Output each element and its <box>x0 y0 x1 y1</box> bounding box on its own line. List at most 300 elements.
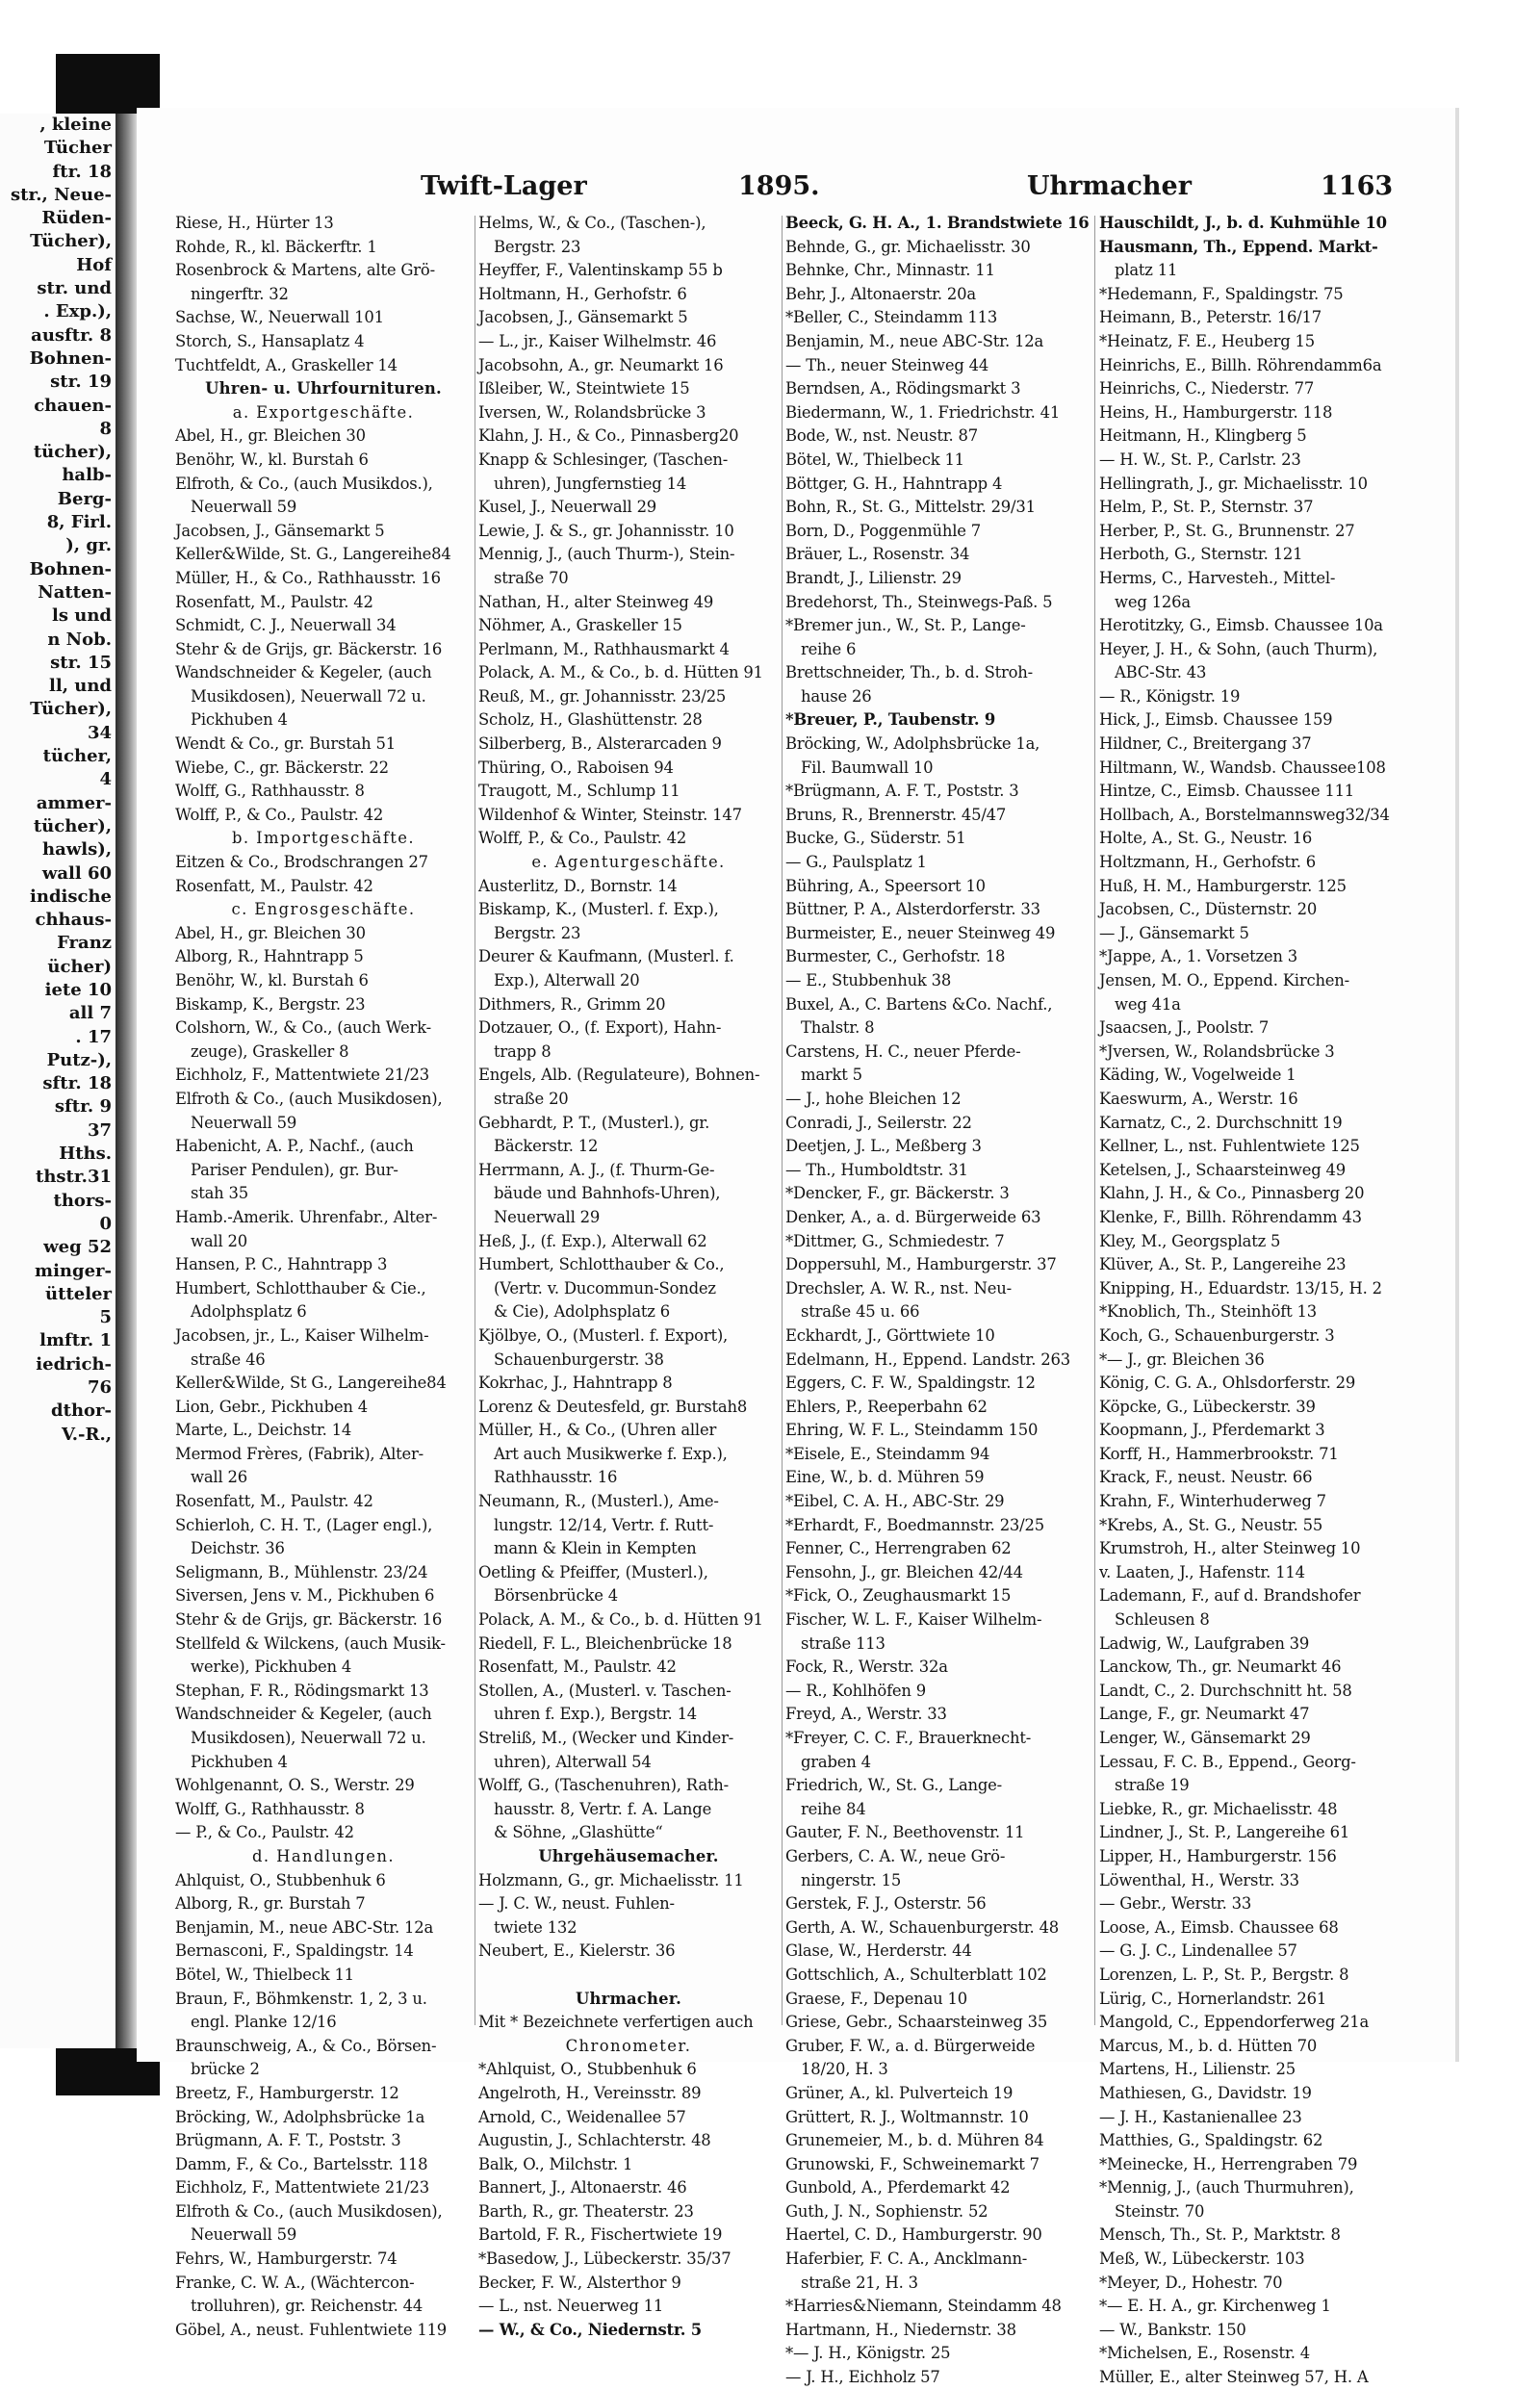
facing-page-line: all 7 <box>68 1003 112 1024</box>
directory-entry: Herrmann, A. J., (f. Thurm-Ge- <box>478 1160 715 1179</box>
directory-entry: — L., jr., Kaiser Wilhelmstr. 46 <box>478 331 717 350</box>
directory-entry: Abel, H., gr. Bleichen 30 <box>175 426 366 446</box>
directory-entry: *Heinatz, F. E., Heuberg 15 <box>1099 331 1315 350</box>
directory-entry: *Ahlquist, O., Stubbenhuk 6 <box>478 2060 697 2079</box>
directory-entry: Hollbach, A., Borstelmannsweg32/34 <box>1099 805 1390 824</box>
directory-entry: Adolphsplatz 6 <box>191 1302 307 1322</box>
directory-entry: Humbert, Schlotthauber & Cie., <box>175 1278 426 1298</box>
directory-entry: Nathan, H., alter Steinweg 49 <box>478 592 714 611</box>
directory-entry: Franke, C. W. A., (Wächtercon- <box>175 2273 415 2292</box>
directory-entry: Kokrhac, J., Hahntrapp 8 <box>478 1374 673 1393</box>
facing-page-line: tücher), <box>33 815 112 836</box>
directory-entry: uhren), Jungfernstieg 14 <box>494 474 687 493</box>
directory-entry: — Th., Humboldtstr. 31 <box>785 1160 968 1179</box>
directory-entry: *Meinecke, H., Herrengraben 79 <box>1099 2154 1358 2173</box>
directory-entry: Ladwig, W., Laufgraben 39 <box>1099 1633 1310 1653</box>
directory-entry: Keller&Wilde, St. G., Langereihe84 <box>175 545 451 564</box>
directory-entry: reihe 84 <box>801 1799 866 1818</box>
directory-entry: Holte, A., St. G., Neustr. 16 <box>1099 829 1313 848</box>
directory-entry: Perlmann, M., Rathhausmarkt 4 <box>478 639 730 658</box>
directory-entry: Benjamin, M., neue ABC-Str. 12a <box>785 331 1044 350</box>
directory-entry: Deetjen, J. L., Meßberg 3 <box>785 1137 982 1156</box>
directory-entry: Heimann, B., Peterstr. 16/17 <box>1099 308 1322 327</box>
directory-entry <box>478 1964 779 1988</box>
directory-entry: Müller, E., alter Steinweg 57, H. A <box>1099 2368 1369 2387</box>
column-1 <box>175 212 472 2339</box>
directory-entry: Marcus, M., b. d. Hütten 70 <box>1099 2036 1318 2055</box>
directory-entry: Polack, A. M., & Co., b. d. Hütten 91 <box>478 1610 763 1630</box>
directory-entry: Börsenbrücke 4 <box>494 1586 618 1606</box>
directory-entry: — Th., neuer Steinweg 44 <box>785 355 989 374</box>
directory-entry: *Brügmann, A. F. T., Poststr. 3 <box>785 782 1019 801</box>
directory-entry: Holtzmann, H., Gerhofstr. 6 <box>1099 853 1316 872</box>
running-header <box>137 171 1455 210</box>
directory-entry: Jsaacsen, J., Poolstr. 7 <box>1099 1018 1270 1038</box>
directory-entry: Born, D., Poggenmühle 7 <box>785 521 982 540</box>
directory-entry: ABC-Str. 43 <box>1115 663 1207 682</box>
gutter-shadow <box>116 114 137 2048</box>
directory-entry: Eitzen & Co., Brodschrangen 27 <box>175 853 428 872</box>
directory-entry: wall 20 <box>191 1231 247 1250</box>
directory-entry: Mensch, Th., St. P., Marktstr. 8 <box>1099 2225 1341 2245</box>
directory-entry: Lion, Gebr., Pickhuben 4 <box>175 1397 369 1416</box>
directory-entry: Lorenz & Deutesfeld, gr. Burstah8 <box>478 1397 748 1416</box>
directory-entry: König, C. G. A., Ohlsdorferstr. 29 <box>1099 1374 1356 1393</box>
directory-entry: Eggers, C. F. W., Spaldingstr. 12 <box>785 1374 1036 1393</box>
facing-page-line: 76 <box>87 1377 112 1399</box>
header-left-title: Twift-Lager <box>421 171 587 201</box>
directory-entry: Bode, W., nst. Neustr. 87 <box>785 426 979 446</box>
section-heading: Uhrmacher. <box>576 1989 681 2008</box>
directory-entry: Müller, H., & Co., Rathhausstr. 16 <box>175 568 441 587</box>
subsection-heading: d. Handlungen. <box>252 1846 395 1865</box>
facing-page-line: ausftr. 8 <box>31 324 112 346</box>
subsection-heading: a. Exportgeschäfte. <box>232 402 415 422</box>
directory-entry: Freyd, A., Werstr. 33 <box>785 1705 947 1724</box>
facing-page-line: thors- <box>53 1190 112 1211</box>
directory-entry: Siversen, Jens v. M., Pickhuben 6 <box>175 1586 435 1606</box>
directory-entry: *— J. H., Königstr. 25 <box>785 2344 951 2363</box>
directory-entry: ningerstr. 15 <box>801 1870 902 1889</box>
directory-entry: Seligmann, B., Mühlenstr. 23/24 <box>175 1562 428 1581</box>
directory-entry: Kjölbye, O., (Musterl. f. Export), <box>478 1325 729 1345</box>
directory-entry: (Vertr. v. Ducommun-Sondez <box>494 1278 716 1298</box>
directory-entry: Korff, H., Hammerbrookstr. 71 <box>1099 1444 1339 1463</box>
facing-page-line: Rüden- <box>41 208 112 229</box>
directory-entry: brücke 2 <box>191 2060 260 2079</box>
directory-entry: Ahlquist, O., Stubbenhuk 6 <box>175 1870 386 1889</box>
facing-page-line: 8 <box>99 418 112 439</box>
directory-entry: Behnke, Chr., Minnastr. 11 <box>785 261 995 280</box>
directory-entry: Biedermann, W., 1. Friedrichstr. 41 <box>785 402 1061 422</box>
facing-page-line: ll, und <box>49 676 112 697</box>
directory-entry: Engels, Alb. (Regulateure), Bohnen- <box>478 1066 760 1085</box>
directory-entry: — P., & Co., Paulstr. 42 <box>175 1823 354 1842</box>
directory-entry: Lessau, F. C. B., Eppend., Georg- <box>1099 1752 1356 1771</box>
page-number: 1163 <box>1321 171 1394 201</box>
directory-entry: *— J., gr. Bleichen 36 <box>1099 1349 1265 1369</box>
directory-entry: Hintze, C., Eimsb. Chaussee 111 <box>1099 782 1355 801</box>
directory-entry: *Erhardt, F., Boedmannstr. 23/25 <box>785 1515 1044 1534</box>
directory-entry: Wandschneider & Kegeler, (auch <box>175 1705 432 1724</box>
directory-entry: Scholz, H., Glashüttenstr. 28 <box>478 710 703 730</box>
directory-entry: Helms, W., & Co., (Taschen-), <box>478 214 706 232</box>
directory-entry: Steinstr. 70 <box>1115 2201 1205 2221</box>
directory-entry: Rosenfatt, M., Paulstr. 42 <box>175 592 373 611</box>
directory-entry: Heins, H., Hamburgerstr. 118 <box>1099 402 1333 422</box>
directory-entry: weg 126a <box>1115 592 1191 611</box>
facing-page-line: sftr. 18 <box>42 1073 112 1094</box>
directory-entry: Iversen, W., Rolandsbrücke 3 <box>478 402 706 422</box>
directory-entry: Liebke, R., gr. Michaelisstr. 48 <box>1099 1799 1338 1818</box>
directory-entry: Helm, P., St. P., Sternstr. 37 <box>1099 498 1314 517</box>
facing-page-line: str. 19 <box>50 372 112 393</box>
directory-entry: Bannert, J., Altonaerstr. 46 <box>478 2178 687 2197</box>
directory-entry: Reuß, M., gr. Johannisstr. 23/25 <box>478 686 727 706</box>
column-3 <box>785 212 1090 2387</box>
directory-entry: Lange, F., gr. Neumarkt 47 <box>1099 1705 1310 1724</box>
facing-page-line: Tücher), <box>30 231 112 252</box>
section-heading: Uhrgehäusemacher. <box>538 1846 719 1865</box>
directory-entry: & Söhne, „Glashütte“ <box>494 1823 663 1842</box>
directory-entry: twiete 132 <box>494 1917 578 1937</box>
directory-entry: Rosenfatt, M., Paulstr. 42 <box>478 1658 677 1677</box>
directory-entry: straße 21, H. 3 <box>801 2273 918 2292</box>
directory-entry: Fil. Baumwall 10 <box>801 758 934 777</box>
directory-entry: Martens, H., Lilienstr. 25 <box>1099 2060 1296 2079</box>
directory-entry: wall 26 <box>191 1468 247 1487</box>
directory-entry: *— E. H. A., gr. Kirchenweg 1 <box>1099 2297 1331 2316</box>
directory-entry: Müller, H., & Co., (Uhren aller <box>478 1421 717 1440</box>
directory-entry: Wolff, P., & Co., Paulstr. 42 <box>478 829 687 848</box>
directory-entry: Klahn, J. H., & Co., Pinnasberg20 <box>478 426 739 446</box>
directory-entry: bäude und Bahnhofs-Uhren), <box>494 1184 721 1203</box>
directory-entry: Traugott, M., Schlump 11 <box>478 782 680 801</box>
facing-page-line: 34 <box>87 722 112 743</box>
facing-page-line: ammer- <box>36 792 112 813</box>
column-rule <box>782 216 783 2025</box>
directory-entry: Rosenfatt, M., Paulstr. 42 <box>175 1492 373 1511</box>
facing-page-line: Hths. <box>59 1144 112 1165</box>
directory-entry: Behr, J., Altonaerstr. 20a <box>785 284 976 303</box>
directory-entry: Musikdosen), Neuerwall 72 u. <box>191 1729 426 1747</box>
directory-entry: Krahn, F., Winterhuderweg 7 <box>1099 1492 1326 1511</box>
facing-page-line: hawls), <box>42 839 112 861</box>
directory-entry: Grunowski, F., Schweinemarkt 7 <box>785 2154 1040 2173</box>
directory-entry: — W., Bankstr. 150 <box>1099 2320 1246 2339</box>
directory-entry: Benöhr, W., kl. Burstah 6 <box>175 450 369 469</box>
directory-entry: Wohlgenannt, O. S., Werstr. 29 <box>175 1776 415 1795</box>
directory-entry: Haferbier, F. C. A., Ancklmann- <box>785 2249 1028 2269</box>
directory-entry: Doppersuhl, M., Hamburgerstr. 37 <box>785 1255 1057 1274</box>
directory-entry: Koopmann, J., Pferdemarkt 3 <box>1099 1421 1325 1440</box>
directory-entry: Abel, H., gr. Bleichen 30 <box>175 923 366 942</box>
directory-entry: *Eibel, C. A. H., ABC-Str. 29 <box>785 1492 1005 1511</box>
directory-entry: Damm, F., & Co., Bartelsstr. 118 <box>175 2154 428 2173</box>
directory-entry: *Jversen, W., Rolandsbrücke 3 <box>1099 1041 1335 1061</box>
directory-entry: Breetz, F., Hamburgerstr. 12 <box>175 2083 399 2102</box>
directory-entry: Heyffer, F., Valentinskamp 55 b <box>478 261 723 280</box>
directory-entry: Fehrs, W., Hamburgerstr. 74 <box>175 2249 398 2269</box>
directory-entry: Koch, G., Schauenburgerstr. 3 <box>1099 1325 1335 1345</box>
directory-entry: — J. H., Kastanienallee 23 <box>1099 2107 1302 2126</box>
facing-page-line: lmftr. 1 <box>39 1330 112 1351</box>
directory-entry: Habenicht, A. P., Nachf., (auch <box>175 1137 414 1156</box>
directory-entry: *Mennig, J., (auch Thurmuhren), <box>1099 2178 1354 2197</box>
directory-entry: v. Laaten, J., Hafenstr. 114 <box>1099 1562 1305 1581</box>
directory-entry: *Michelsen, E., Rosenstr. 4 <box>1099 2344 1310 2363</box>
facing-page-line: Franz <box>57 933 112 954</box>
directory-entry: Brügmann, A. F. T., Poststr. 3 <box>175 2131 401 2150</box>
facing-page-line: iedrich- <box>36 1353 112 1375</box>
directory-entry: reihe 6 <box>801 639 857 658</box>
directory-entry: Stephan, F. R., Rödingsmarkt 13 <box>175 1681 429 1700</box>
directory-entry: Silberberg, B., Alsterarcaden 9 <box>478 734 722 754</box>
directory-entry: Bröcking, W., Adolphsbrücke 1a <box>175 2107 425 2126</box>
directory-entry: Schauenburgerstr. 38 <box>494 1349 664 1369</box>
directory-entry: Guth, J. N., Sophienstr. 52 <box>785 2201 988 2221</box>
directory-entry: Berndsen, A., Rödingsmarkt 3 <box>785 379 1021 398</box>
directory-entry: Hildner, C., Breitergang 37 <box>1099 734 1312 754</box>
directory-entry: Mennig, J., (auch Thurm-), Stein- <box>478 545 735 564</box>
directory-entry: Biskamp, K., Bergstr. 23 <box>175 994 366 1014</box>
directory-entry: Ißleiber, W., Steintwiete 15 <box>478 379 690 398</box>
directory-entry: Jacobsohn, A., gr. Neumarkt 16 <box>478 355 724 374</box>
directory-entry: Käding, W., Vogelweide 1 <box>1099 1066 1296 1085</box>
directory-entry: weg 41a <box>1115 994 1181 1014</box>
directory-entry: Schierloh, C. H. T., (Lager engl.), <box>175 1515 433 1534</box>
directory-entry: Kaeswurm, A., Werstr. 16 <box>1099 1089 1298 1108</box>
directory-entry: — Gebr., Werstr. 33 <box>1099 1894 1252 1914</box>
directory-entry: Göbel, A., neust. Fuhlentwiete 119 <box>175 2320 448 2339</box>
directory-entry: Alborg, R., gr. Burstah 7 <box>175 1894 366 1914</box>
directory-entry: Fischer, W. L. F., Kaiser Wilhelm- <box>785 1610 1042 1630</box>
directory-entry: Rosenfatt, M., Paulstr. 42 <box>175 876 373 895</box>
directory-entry: Ehring, W. F. L., Steindamm 150 <box>785 1421 1039 1440</box>
directory-entry: hausstr. 8, Vertr. f. A. Lange <box>494 1799 712 1818</box>
directory-entry: — R., Königstr. 19 <box>1099 686 1241 706</box>
directory-entry: Grüttert, R. J., Woltmannstr. 10 <box>785 2107 1029 2126</box>
directory-entry: Alborg, R., Hahntrapp 5 <box>175 947 364 966</box>
directory-entry: Rathhausstr. 16 <box>494 1468 618 1487</box>
directory-entry: Büttner, P. A., Alsterdorferstr. 33 <box>785 900 1040 919</box>
directory-entry: Colshorn, W., & Co., (auch Werk- <box>175 1018 431 1038</box>
facing-page-line: Tücher <box>43 138 112 159</box>
subsection-heading: c. Engrosgeschäfte. <box>231 900 416 919</box>
directory-entry: Klenke, F., Billh. Röhrendamm 43 <box>1099 1207 1362 1226</box>
facing-page-line: str. 15 <box>50 652 112 673</box>
directory-entry: Stehr & de Grijs, gr. Bäckerstr. 16 <box>175 1610 443 1630</box>
directory-entry: mann & Klein in Kempten <box>494 1539 697 1558</box>
directory-entry: Pickhuben 4 <box>191 1752 288 1771</box>
directory-entry: Oetling & Pfeiffer, (Musterl.), <box>478 1562 708 1581</box>
directory-entry: Denker, A., a. d. Bürgerweide 63 <box>785 1207 1041 1226</box>
directory-entry: — R., Kohlhöfen 9 <box>785 1681 927 1700</box>
directory-entry: Bergstr. 23 <box>494 923 581 942</box>
facing-page-line: ls und <box>52 605 112 627</box>
directory-entry: Buxel, A., C. Bartens &Co. Nachf., <box>785 994 1053 1014</box>
directory-entry: stah 35 <box>191 1184 248 1203</box>
directory-entry: Gerth, A. W., Schauenburgerstr. 48 <box>785 1917 1060 1937</box>
directory-entry: graben 4 <box>801 1752 871 1771</box>
directory-entry: Dithmers, R., Grimm 20 <box>478 994 666 1014</box>
directory-entry: Böttger, G. H., Hahntrapp 4 <box>785 474 1003 493</box>
directory-entry: Schleusen 8 <box>1115 1610 1210 1630</box>
directory-entry: Gottschlich, A., Schulterblatt 102 <box>785 1965 1047 1984</box>
directory-entry: Wiebe, C., gr. Bäckerstr. 22 <box>175 758 389 777</box>
directory-entry: Braunschweig, A., & Co., Börsen- <box>175 2036 437 2055</box>
directory-entry: — G. J. C., Lindenallee 57 <box>1099 1941 1297 1961</box>
directory-entry: Stollen, A., (Musterl. v. Taschen- <box>478 1681 732 1700</box>
directory-entry: hause 26 <box>801 686 872 706</box>
directory-entry: Lewie, J. & S., gr. Johannisstr. 10 <box>478 521 734 540</box>
directory-entry: Bucke, G., Süderstr. 51 <box>785 829 966 848</box>
column-4 <box>1099 212 1426 2387</box>
directory-entry: Wolff, G., (Taschenuhren), Rath- <box>478 1776 729 1795</box>
directory-entry: Thalstr. 8 <box>801 1018 875 1038</box>
directory-entry: straße 19 <box>1115 1776 1190 1795</box>
directory-entry: Lipper, H., Hamburgerstr. 156 <box>1099 1846 1337 1865</box>
directory-entry: Jacobsen, J., Gänsemarkt 5 <box>478 308 688 327</box>
directory-entry: Griese, Gebr., Schaarsteinweg 35 <box>785 2013 1048 2032</box>
directory-entry: Jacobsen, J., Gänsemarkt 5 <box>175 521 385 540</box>
directory-entry: Angelroth, H., Vereinsstr. 89 <box>478 2083 702 2102</box>
directory-entry: Barth, R., gr. Theaterstr. 23 <box>478 2201 694 2221</box>
directory-entry: Friedrich, W., St. G., Lange- <box>785 1776 1003 1795</box>
directory-entry: Grüner, A., kl. Pulverteich 19 <box>785 2083 1014 2102</box>
directory-entry: Herotitzky, G., Eimsb. Chaussee 10a <box>1099 616 1383 635</box>
directory-entry: — J., Gänsemarkt 5 <box>1099 923 1249 942</box>
facing-page-line: ), gr. <box>65 535 112 556</box>
directory-entry: trapp 8 <box>494 1041 552 1061</box>
facing-page-line: ücher) <box>47 956 112 977</box>
directory-entry: Heß, J., (f. Exp.), Alterwall 62 <box>478 1231 707 1250</box>
directory-entry: Bühring, A., Speersort 10 <box>785 876 986 895</box>
directory-entry: *Knoblich, Th., Steinhöft 13 <box>1099 1302 1317 1322</box>
directory-entry: Holtmann, H., Gerhofstr. 6 <box>478 284 687 303</box>
directory-entry: Lademann, F., auf d. Brandshofer <box>1099 1586 1361 1606</box>
directory-entry: zeuge), Graskeller 8 <box>191 1041 349 1061</box>
directory-entry: Behnde, G., gr. Michaelisstr. 30 <box>785 237 1031 256</box>
facing-page-line: . 17 <box>75 1026 112 1047</box>
directory-entry: Klüver, A., St. P., Langereihe 23 <box>1099 1255 1347 1274</box>
directory-entry: Gebhardt, P. T., (Musterl.), gr. <box>478 1113 710 1132</box>
directory-entry: Carstens, H. C., neuer Pferde- <box>785 1041 1021 1061</box>
directory-entry: Streliß, M., (Wecker und Kinder- <box>478 1729 734 1747</box>
facing-page-line: Bohnen- <box>29 347 112 369</box>
directory-entry: Löwenthal, H., Werstr. 33 <box>1099 1870 1299 1889</box>
directory-entry: Ehlers, P., Reeperbahn 62 <box>785 1397 988 1416</box>
directory-entry: Meß, W., Lübeckerstr. 103 <box>1099 2249 1305 2269</box>
directory-entry: *Jappe, A., 1. Vorsetzen 3 <box>1099 947 1298 966</box>
directory-entry: straße 20 <box>494 1089 569 1108</box>
directory-entry: Herboth, G., Sternstr. 121 <box>1099 545 1303 564</box>
facing-page-line: Hof <box>76 254 112 275</box>
directory-entry: — L., nst. Neuerweg 11 <box>478 2297 664 2316</box>
facing-page-line: Tücher), <box>30 699 112 720</box>
facing-page-line: sftr. 9 <box>54 1096 112 1118</box>
directory-entry: Musikdosen), Neuerwall 72 u. <box>191 686 426 706</box>
directory-entry: Deurer & Kaufmann, (Musterl. f. <box>478 947 734 966</box>
directory-entry: straße 46 <box>191 1349 266 1369</box>
directory-entry: Knapp & Schlesinger, (Taschen- <box>478 450 729 469</box>
directory-entry: Bröcking, W., Adolphsbrücke 1a, <box>785 734 1040 754</box>
directory-entry: Dotzauer, O., (f. Export), Hahn- <box>478 1018 722 1038</box>
facing-page-line: 8, Firl. <box>46 512 112 533</box>
directory-entry: Hick, J., Eimsb. Chaussee 159 <box>1099 710 1333 730</box>
directory-entry: *Meyer, D., Hohestr. 70 <box>1099 2273 1283 2292</box>
facing-page-line: 37 <box>87 1119 112 1141</box>
directory-entry: Gerbers, C. A. W., neue Grö- <box>785 1846 1006 1865</box>
directory-entry: *Breuer, P., Taubenstr. 9 <box>785 710 996 730</box>
directory-entry: Fenner, C., Herrengraben 62 <box>785 1539 1012 1558</box>
directory-entry: Art auch Musikwerke f. Exp.), <box>494 1444 728 1463</box>
directory-entry: Burmester, C., Gerhofstr. 18 <box>785 947 1006 966</box>
directory-entry: Herms, C., Harvesteh., Mittel- <box>1099 568 1336 587</box>
directory-entry: Benöhr, W., kl. Burstah 6 <box>175 971 369 989</box>
directory-entry: Biskamp, K., (Musterl. f. Exp.), <box>478 900 719 919</box>
directory-entry: *Dittmer, G., Schmiedestr. 7 <box>785 1231 1005 1250</box>
directory-entry: Knipping, H., Eduardstr. 13/15, H. 2 <box>1099 1278 1382 1298</box>
directory-entry: — J., hohe Bleichen 12 <box>785 1089 962 1108</box>
directory-entry: Pickhuben 4 <box>191 710 288 730</box>
directory-entry: Sachse, W., Neuerwall 101 <box>175 308 384 327</box>
directory-entry: Matthies, G., Spaldingstr. 62 <box>1099 2131 1323 2150</box>
directory-entry: Drechsler, A. W. R., nst. Neu- <box>785 1278 1012 1298</box>
directory-entry: Elfroth, & Co., (auch Musikdos.), <box>175 474 433 493</box>
directory-entry: Mangold, C., Eppendorferweg 21a <box>1099 2013 1370 2032</box>
directory-entry: Eine, W., b. d. Mühren 59 <box>785 1468 985 1487</box>
directory-entry: Hansen, P. C., Hahntrapp 3 <box>175 1255 388 1274</box>
directory-entry: Bäckerstr. 12 <box>494 1137 599 1156</box>
directory-entry: Klahn, J. H., & Co., Pinnasberg 20 <box>1099 1184 1365 1203</box>
directory-page <box>137 108 1459 2387</box>
directory-entry: Rosenbrock & Martens, alte Grö- <box>175 261 435 280</box>
directory-entry: Lürig, C., Hornerlandstr. 261 <box>1099 1989 1327 2008</box>
facing-page-line: Bohnen- <box>29 558 112 579</box>
directory-entry: Rohde, R., kl. Bäckerftr. 1 <box>175 237 377 256</box>
directory-entry: *Fick, O., Zeughausmarkt 15 <box>785 1586 1012 1606</box>
directory-entry: — J. C. W., neust. Fuhlen- <box>478 1894 675 1914</box>
directory-entry: Bräuer, L., Rosenstr. 34 <box>785 545 970 564</box>
directory-entry: Jensen, M. O., Eppend. Kirchen- <box>1099 971 1349 989</box>
directory-entry: Schmidt, C. J., Neuerwall 34 <box>175 616 397 635</box>
directory-entry: Becker, F. W., Alsterthor 9 <box>478 2273 681 2292</box>
directory-entry: Grunemeier, M., b. d. Mühren 84 <box>785 2131 1044 2150</box>
directory-entry: *Freyer, C. C. F., Brauerknecht- <box>785 1729 1032 1747</box>
directory-entry: Kley, M., Georgsplatz 5 <box>1099 1231 1281 1250</box>
directory-entry: Bartold, F. R., Fischertwiete 19 <box>478 2225 723 2245</box>
directory-entry: Hauschildt, J., b. d. Kuhmühle 10 <box>1099 214 1387 232</box>
directory-entry: Hellingrath, J., gr. Michaelisstr. 10 <box>1099 474 1368 493</box>
facing-page-line: chauen- <box>34 395 112 416</box>
directory-entry: — H. W., St. P., Carlstr. 23 <box>1099 450 1301 469</box>
directory-entry: Herber, P., St. G., Brunnenstr. 27 <box>1099 521 1355 540</box>
section-heading: Uhren- u. Uhrfournituren. <box>205 379 442 398</box>
directory-entry: Lorenzen, L. P., St. P., Bergstr. 8 <box>1099 1965 1349 1984</box>
directory-entry: Wolff, G., Rathhausstr. 8 <box>175 782 365 801</box>
directory-entry: Neuerwall 59 <box>191 2225 297 2245</box>
directory-entry: Holzmann, G., gr. Michaelisstr. 11 <box>478 1870 744 1889</box>
directory-entry: Fensohn, J., gr. Bleichen 42/44 <box>785 1562 1023 1581</box>
facing-page-line: halb- <box>62 465 112 486</box>
directory-entry: Jacobsen, C., Düsternstr. 20 <box>1099 900 1318 919</box>
directory-entry: Wandschneider & Kegeler, (auch <box>175 663 432 682</box>
directory-entry: Pariser Pendulen), gr. Bur- <box>191 1160 398 1179</box>
directory-entry: Braun, F., Böhmkenstr. 1, 2, 3 u. <box>175 1989 427 2008</box>
subsection-heading: b. Importgeschäfte. <box>232 829 415 848</box>
facing-page-line: ütteler <box>45 1283 112 1304</box>
